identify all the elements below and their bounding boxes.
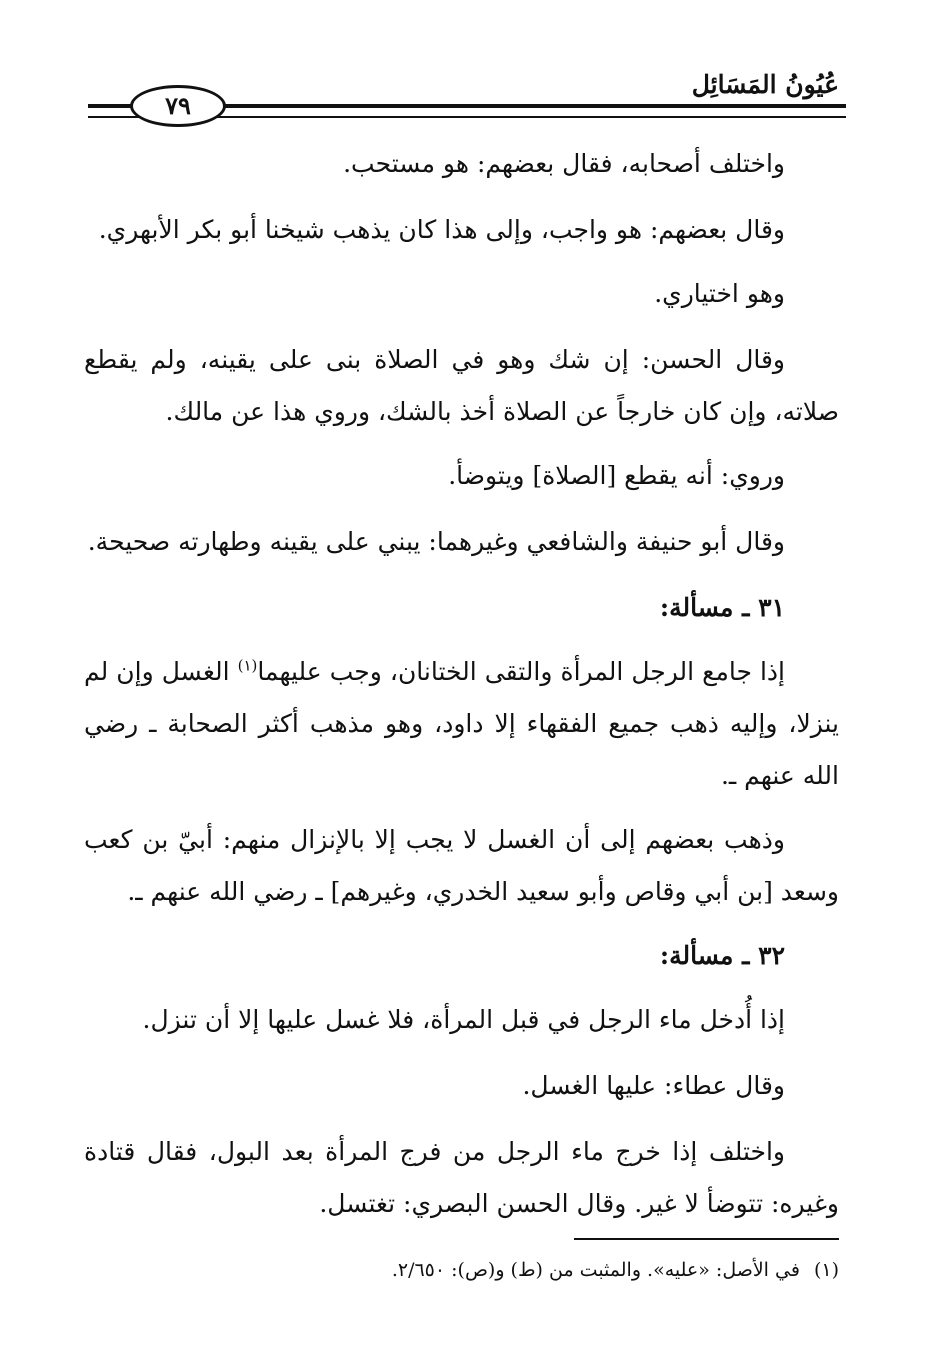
footnote-reference[interactable]: (١) — [237, 656, 258, 675]
issue-heading-32: ٣٢ ـ مسألة: — [659, 941, 785, 970]
paragraph-text: الغسل وإن لم ينزلا، وإليه ذهب جميع الفقهاء إلا داود، وهو مذهب أكثر الصحابة ـ رضي الله عنهم ـ. — [84, 657, 839, 790]
paragraph: إذا أُدخل ماء الرجل في قبل المرأة، فلا غسل عليها إلا أن تنزل. — [142, 1005, 785, 1034]
footnote — [84, 1255, 839, 1285]
paragraph — [84, 646, 839, 802]
paragraph: وروي: أنه يقطع [الصلاة] ويتوضأ. — [448, 461, 785, 490]
footnote-number: (١) — [813, 1259, 839, 1281]
paragraph: وذهب بعضهم إلى أن الغسل لا يجب إلا بالإنزال منهم: أبيّ بن كعب وسعد [بن أبي وقاص وأبو سعيد الخدري، وغيرهم] ـ رضي الله عنهم ـ. — [84, 825, 839, 906]
paragraph-text: إذا جامع الرجل المرأة والتقى الختانان، وجب عليهما — [257, 657, 785, 686]
paragraph: واختلف إذا خرج ماء الرجل من فرج المرأة بعد البول، فقال قتادة وغيره: تتوضأ لا غير. وقال الحسن البصري: تغتسل. — [84, 1137, 839, 1218]
paragraph: وهو اختياري. — [654, 279, 785, 308]
paragraph: وقال عطاء: عليها الغسل. — [522, 1071, 785, 1100]
paragraph: وقال بعضهم: هو واجب، وإلى هذا كان يذهب شيخنا أبو بكر الأبهري. — [98, 215, 785, 244]
footnote-text: في الأصل: «عليه». والمثبت من (ط) و(ص): ٢/٦٥٠. — [391, 1259, 800, 1281]
footnote-separator — [574, 1238, 839, 1240]
paragraph: واختلف أصحابه، فقال بعضهم: هو مستحب. — [343, 149, 785, 178]
paragraph: وقال الحسن: إن شك وهو في الصلاة بنى على يقينه، ولم يقطع صلاته، وإن كان خارجاً عن الصلاة أخذ بالشك، وروي هذا عن مالك. — [84, 345, 839, 426]
running-header-title: عُيُونُ المَسَائِل — [691, 70, 839, 99]
issue-heading-31: ٣١ ـ مسألة: — [659, 593, 785, 622]
page-number: ٧٩ — [130, 85, 226, 127]
main-text — [84, 138, 839, 1242]
paragraph: وقال أبو حنيفة والشافعي وغيرهما: يبني على يقينه وطهارته صحيحة. — [87, 527, 785, 556]
